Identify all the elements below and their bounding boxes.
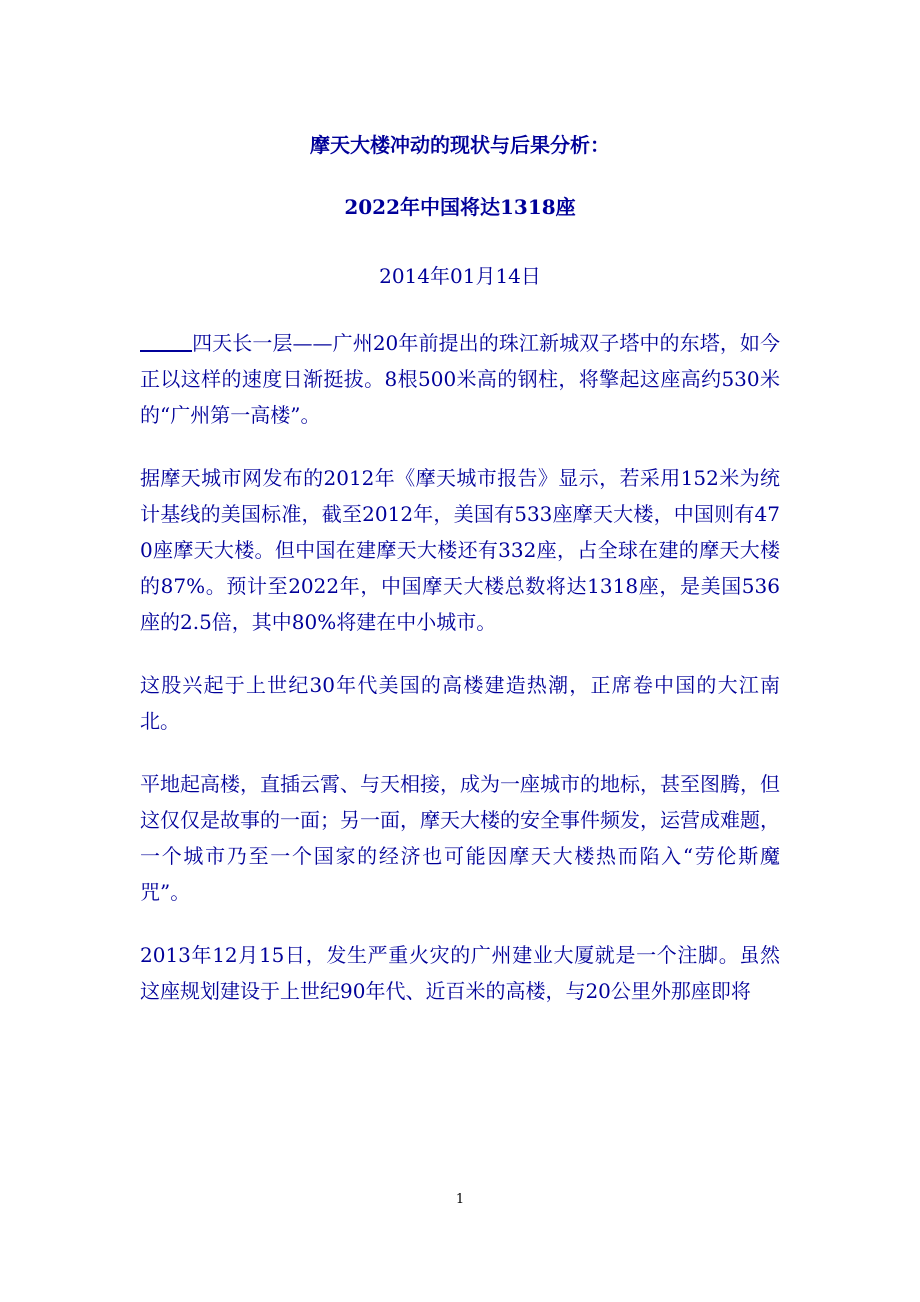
article-body [140, 325, 780, 1036]
document-title: 摩天大楼冲动的现状与后果分析： [310, 133, 610, 157]
document-subtitle: 2022年中国将达1318座 [344, 195, 576, 219]
page-number: 1 [455, 1192, 465, 1207]
paragraph: 这股兴起于上世纪30年代美国的高楼建造热潮，正席卷中国的大江南北。 [140, 673, 780, 733]
blank-underline [140, 328, 192, 352]
publish-date: 2014年01月14日 [379, 264, 541, 288]
paragraph: 2013年12月15日，发生严重火灾的广州建业大厦就是一个注脚。虽然这座规划建设于上世纪90年代、近百米的高楼，与20公里外那座即将 [140, 943, 780, 1003]
paragraph-text: 四天长一层——广州20年前提出的珠江新城双子塔中的东塔，如今正以这样的速度日渐挺拔。8根500米高的钢柱，将擎起这座高约530米的“广州第一高楼”。 [140, 331, 780, 427]
paragraph: 据摩天城市网发布的2012年《摩天城市报告》显示，若采用152米为统计基线的美国标准，截至2012年，美国有533座摩天大楼，中国则有470座摩天大楼。但中国在建摩天大楼还有332座，占全球在建的摩天大楼的87%。预计至2022年，中国摩天大楼总数将达1318座，是美国536座的2.5倍，其中80%将建在中小城市。 [140, 466, 780, 634]
paragraph: 平地起高楼，直插云霄、与天相接，成为一座城市的地标，甚至图腾，但这仅仅是故事的一面；另一面，摩天大楼的安全事件频发，运营成难题，一个城市乃至一个国家的经济也可能因摩天大楼热而陷入“劳伦斯魔咒”。 [140, 772, 780, 904]
paragraph [140, 325, 780, 433]
